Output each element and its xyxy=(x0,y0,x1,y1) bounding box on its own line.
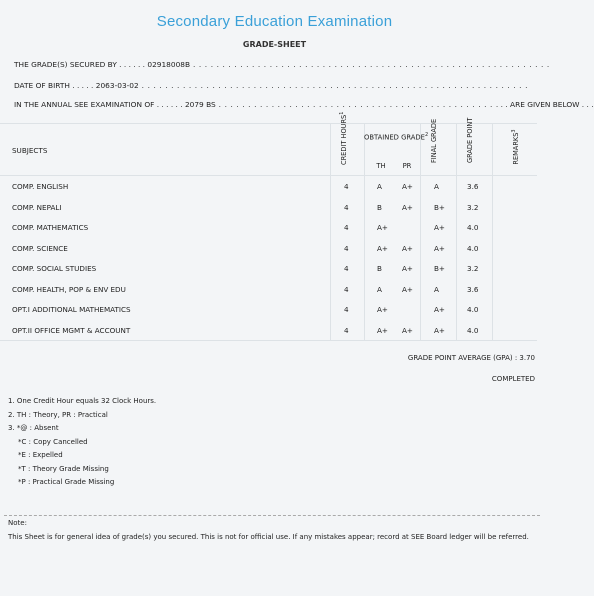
row-th-grade: A+ xyxy=(377,223,388,232)
row-subject: OPT.I ADDITIONAL MATHEMATICS xyxy=(12,305,131,314)
page-subtitle: GRADE-SHEET xyxy=(242,40,307,49)
row-th-grade: A+ xyxy=(377,305,388,314)
row-th-grade: A xyxy=(377,285,382,294)
row-subject: COMP. HEALTH, POP & ENV EDU xyxy=(12,285,126,294)
page-title: Secondary Education Examination xyxy=(156,13,393,30)
row-final-grade: A+ xyxy=(434,244,445,253)
row-final-grade: A+ xyxy=(434,223,445,232)
grade-secured-label: THE GRADE(S) SECURED BY . . . . . . xyxy=(14,60,148,69)
header-remarks: REMARKS$^3$ xyxy=(511,129,521,165)
note-divider xyxy=(4,515,540,516)
exam-line: IN THE ANNUAL SEE EXAMINATION OF . . . . . . 2079 BS . . . . . . . . . . . . . . . . . . . . . . . . . . . . . . . . . . . . . . . . . . . . . . . . . . ARE GIVEN BELOW . . . xyxy=(14,100,594,109)
row-credit-hours: 4 xyxy=(344,264,349,273)
row-credit-hours: 4 xyxy=(344,223,349,232)
header-credit-hours: CREDIT HOURS$^1$ xyxy=(339,111,349,165)
row-final-grade: B+ xyxy=(434,264,445,273)
row-subject: COMP. ENGLISH xyxy=(12,182,69,191)
row-grade-point: 3.2 xyxy=(467,264,479,273)
row-th-grade: A+ xyxy=(377,326,388,335)
row-subject: COMP. MATHEMATICS xyxy=(12,223,89,232)
note-text: This Sheet is for general idea of grade(s) you secured. This is not for official use. If any mistakes appear; record at SEE Board ledger will be referred. xyxy=(8,533,529,541)
row-subject: COMP. NEPALI xyxy=(12,203,62,212)
row-th-grade: A+ xyxy=(377,244,388,253)
row-grade-point: 4.0 xyxy=(467,326,479,335)
header-pr: PR xyxy=(402,162,412,170)
row-th-grade: B xyxy=(377,203,382,212)
status-text: COMPLETED xyxy=(491,375,535,383)
row-pr-grade: A+ xyxy=(402,244,413,253)
dob-label: DATE OF BIRTH . . . . . xyxy=(14,81,96,90)
note-label: Note: xyxy=(8,519,27,527)
footnotes xyxy=(8,395,156,490)
row-final-grade: A+ xyxy=(434,326,445,335)
row-grade-point: 3.2 xyxy=(467,203,479,212)
row-credit-hours: 4 xyxy=(344,285,349,294)
row-grade-point: 4.0 xyxy=(467,223,479,232)
dob-value: 2063-03-02 xyxy=(95,81,139,90)
header-grade-point: GRADE POINT xyxy=(466,117,474,163)
footnote: 3. *@ : Absent xyxy=(8,424,59,432)
row-credit-hours: 4 xyxy=(344,244,349,253)
row-pr-grade: A+ xyxy=(402,285,413,294)
row-credit-hours: 4 xyxy=(344,182,349,191)
footnote: *P : Practical Grade Missing xyxy=(18,478,115,486)
row-subject: OPT.II OFFICE MGMT & ACCOUNT xyxy=(12,326,131,335)
footnote: *T : Theory Grade Missing xyxy=(18,464,109,473)
gpa-text: GRADE POINT AVERAGE (GPA) : 3.70 xyxy=(407,354,535,362)
row-credit-hours: 4 xyxy=(344,203,349,212)
row-pr-grade: A+ xyxy=(402,203,413,212)
row-final-grade: A xyxy=(434,182,439,191)
header-final-grade: FINAL GRADE xyxy=(430,118,438,163)
col-divider xyxy=(492,123,493,340)
dob-line: DATE OF BIRTH . . . . . 2063-03-02 . . . . . . . . . . . . . . . . . . . . . . . . . . . . . . . . . . . . . . . . . . . . . . . . . . . . . . . . . . . . . . . . . . xyxy=(14,81,529,90)
exam-year: 2079 BS xyxy=(184,100,216,109)
footnote: 2. TH : Theory, PR : Practical xyxy=(8,410,108,419)
row-grade-point: 4.0 xyxy=(467,305,479,314)
row-subject: COMP. SCIENCE xyxy=(12,244,68,253)
col-divider xyxy=(330,123,331,340)
row-subject: COMP. SOCIAL STUDIES xyxy=(12,264,97,273)
row-grade-point: 3.6 xyxy=(467,285,479,294)
header-th: TH xyxy=(376,162,386,170)
exam-label: IN THE ANNUAL SEE EXAMINATION OF . . . . . . xyxy=(14,100,185,109)
row-th-grade: A xyxy=(377,182,382,191)
footnote: *C : Copy Cancelled xyxy=(18,437,88,446)
row-final-grade: B+ xyxy=(434,203,445,212)
row-grade-point: 3.6 xyxy=(467,182,479,191)
row-pr-grade: A+ xyxy=(402,264,413,273)
table-bottom-border xyxy=(0,340,537,341)
row-final-grade: A+ xyxy=(434,305,445,314)
symbol-number: 02918008B xyxy=(147,60,191,69)
header-subjects: SUBJECTS xyxy=(12,146,48,155)
row-credit-hours: 4 xyxy=(344,305,349,314)
row-pr-grade: A+ xyxy=(402,182,413,191)
col-divider xyxy=(420,123,421,340)
row-th-grade: B xyxy=(377,264,382,273)
row-credit-hours: 4 xyxy=(344,326,349,335)
footnote: 1. One Credit Hour equals 32 Clock Hours. xyxy=(8,397,157,405)
header-obtained-grade: OBTAINED GRADE$^2$ xyxy=(364,132,429,142)
col-divider xyxy=(456,123,457,340)
grade-secured-line: THE GRADE(S) SECURED BY . . . . . . 02918008B . . . . . . . . . . . . . . . . . . . . . . . . . . . . . . . . . . . . . . . . . . . . . . . . . . . . . . . . . . . . . xyxy=(14,60,550,69)
col-divider xyxy=(364,123,365,340)
row-grade-point: 4.0 xyxy=(467,244,479,253)
given-below-text: . . . ARE GIVEN BELOW . . . xyxy=(495,100,594,109)
row-final-grade: A xyxy=(434,285,439,294)
footnote: *E : Expelled xyxy=(18,451,63,459)
row-pr-grade: A+ xyxy=(402,326,413,335)
